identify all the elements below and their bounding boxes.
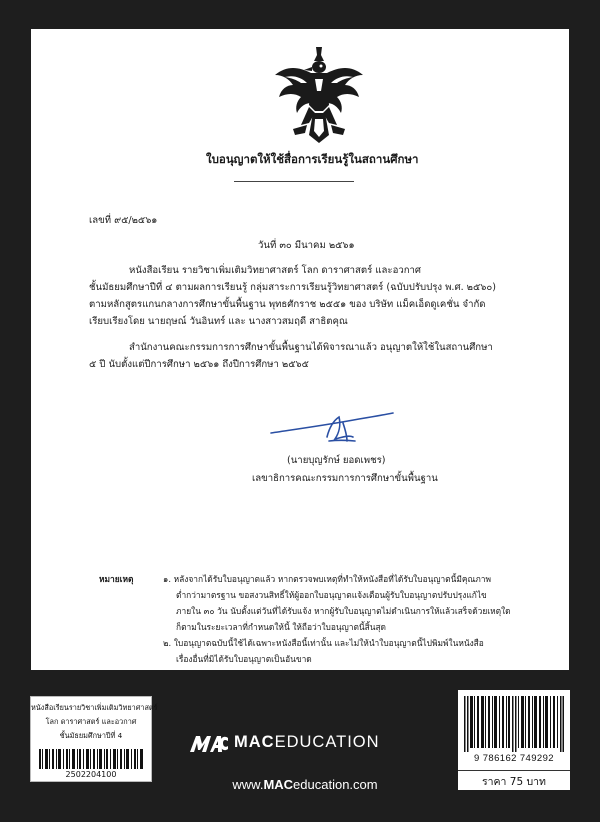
signatory-name: (นายบุญรักษ์ ยอดเพชร) [287, 455, 386, 466]
sticker-line: โลก ดาราศาสตร์ และอวกาศ [45, 717, 137, 726]
document-number: เลขที่ ๙๕/๒๕๖๑ [89, 215, 158, 226]
body-line: ๕ ปี นับตั้งแต่ปีการศึกษา ๒๕๖๑ ถึงปีการศึกษา ๒๕๖๕ [89, 359, 309, 370]
garuda-emblem-icon [271, 45, 367, 145]
license-document [31, 29, 569, 670]
body-line: ตามหลักสูตรแกนกลางการศึกษาขั้นพื้นฐาน พุทธศักราช ๒๕๕๑ ของ บริษัท แม็คเอ็ดดูเคชั่น จำกัด [89, 299, 486, 310]
body-line: ชั้นมัธยมศึกษาปีที่ ๔ ตามผลการเรียนรู้ กลุ่มสาระการเรียนรู้วิทยาศาสตร์ (ฉบับปรับปรุง พ.ศ. ๒๕๖๐) [89, 282, 496, 293]
body-line: สำนักงานคณะกรรมการการศึกษาขั้นพื้นฐานได้พิจารณาแล้ว อนุญาตให้ใช้ในสถานศึกษา [129, 342, 493, 353]
barcode-icon [464, 696, 564, 752]
remark-line: ก็ตามในระยะเวลาที่กำหนดให้นี้ ให้ถือว่าใบอนุญาตนี้สิ้นสุด [176, 622, 386, 632]
remark-line: ๑. หลังจากได้รับใบอนุญาตแล้ว หากตรวจพบเหตุที่ทำให้หนังสือที่ได้รับใบอนุญาตนี้มีคุณภาพ [163, 574, 491, 584]
sticker-code: 2502204100 [65, 770, 117, 779]
price-label: ราคา 75 บาท [458, 770, 570, 790]
title-divider [234, 181, 354, 182]
remark-line: เรื่องอื่นที่มิได้รับใบอนุญาตเป็นอันขาด [176, 654, 312, 664]
signatory-title: เลขาธิการคณะกรรมการการศึกษาขั้นพื้นฐาน [252, 473, 438, 484]
document-date: วันที่ ๓๐ มีนาคม ๒๕๖๑ [258, 240, 355, 251]
document-title: ใบอนุญาตให้ใช้สื่อการเรียนรู้ในสถานศึกษา [206, 152, 419, 166]
sticker-line: หนังสือเรียนรายวิชาเพิ่มเติมวิทยาศาสตร์ [31, 703, 158, 712]
remark-line: ภายใน ๓๐ วัน นับตั้งแต่วันที่ได้รับแจ้ง หากผู้รับใบอนุญาตไม่ดำเนินการให้แล้วเสร็จด้วยเหตุใด [176, 606, 511, 616]
book-label-sticker [30, 696, 158, 782]
remarks-label: หมายเหตุ [99, 574, 134, 584]
sticker-line: ชั้นมัธยมศึกษาปีที่ 4 [59, 731, 123, 740]
remark-line: ๒. ใบอนุญาตฉบับนี้ใช้ได้เฉพาะหนังสือนี้เท่านั้น และไม่ให้นำใบอนุญาตนี้ไปพิมพ์ในหนังสือ [163, 638, 484, 648]
isbn-number: 9 786162 749292 [474, 753, 554, 764]
barcode-icon [39, 749, 143, 769]
publisher-logo [190, 733, 415, 755]
mac-logo-icon [190, 734, 228, 752]
brand-light: EDUCATION [274, 733, 380, 751]
brand-bold: MAC [234, 733, 275, 751]
web-suffix: education.com [293, 777, 378, 792]
body-line: หนังสือเรียน รายวิชาเพิ่มเติมวิทยาศาสตร์ โลก ดาราศาสตร์ และอวกาศ [129, 265, 422, 276]
publisher-website[interactable] [205, 777, 405, 792]
signature-icon [267, 407, 397, 453]
body-line: เรียบเรียงโดย นายฤษณ์ วันอินทร์ และ นางสาวสมฤดี สาธิตคุณ [89, 316, 348, 327]
isbn-price-sticker [458, 690, 570, 790]
remark-line: ต่ำกว่ามาตรฐาน ขอสงวนสิทธิ์ให้ผู้ออกใบอนุญาตแจ้งเตือนผู้รับใบอนุญาตปรับปรุงแก้ไข [176, 590, 487, 600]
web-bold: MAC [263, 777, 294, 792]
web-prefix: www. [232, 777, 264, 792]
